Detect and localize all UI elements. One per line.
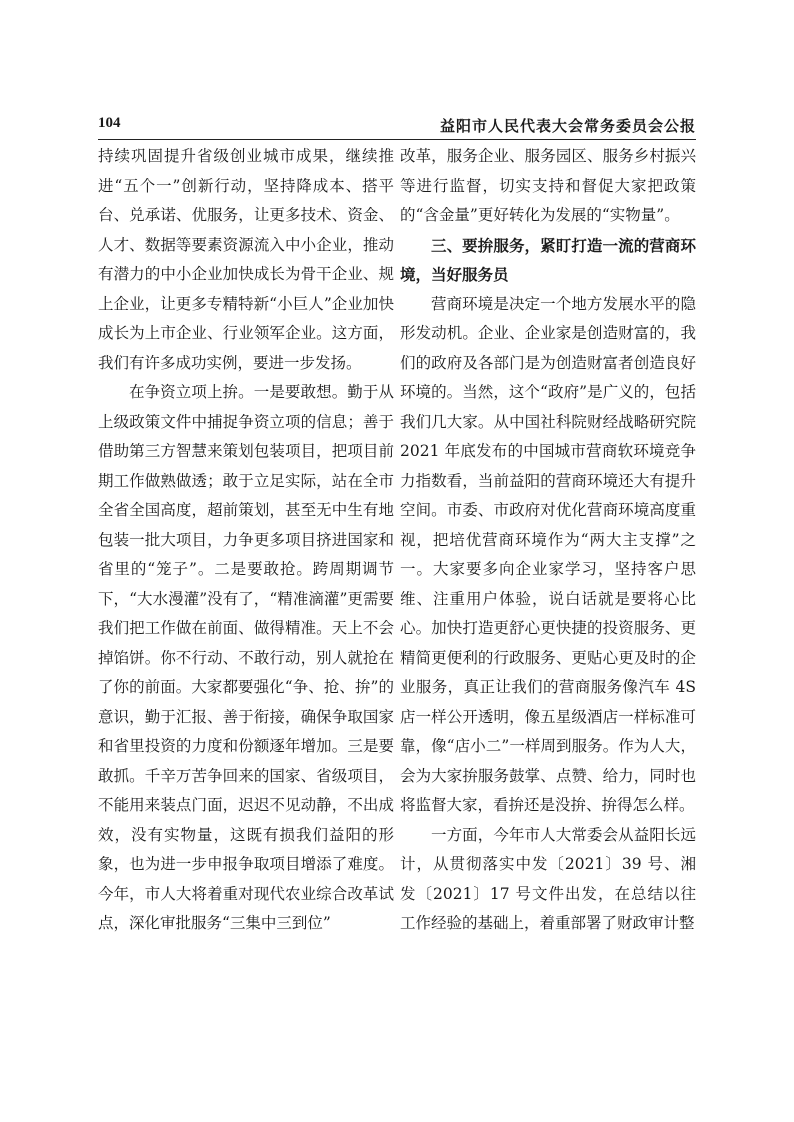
section-heading: 三、要拚服务，紧盯打造一流的营商环境，当好服务员 (400, 235, 696, 284)
paragraph: 在争资立项上拚。一是要敢想。勤于从上级政策文件中捕捉争资立项的信息；善于借助第三方智慧来策划包装项目，把项目前期工作做熟做透；敢于立足实际，站在全市全省全国高度，超前策划，甚至无中生有地包装一批大项目，力争更多项目挤进国家和省里的“笼子”。二是要敢抢。跨周期调节下，“大水漫灌”没有了，“精准滴灌”更需要我们把工作做在前面、做得精准。天上不会掉馅饼。你不行动、不敢行动，别人就抢在了你的前面。大家都要强化“争、抢、拚”的意识，勤于汇报、善于衔接，确保争取国家和省里投资的力度和份额逐年增加。三是要敢抓。千辛万苦争回来的国家、省级项目，不能用来装点门面，迟迟不见动静，不出成效，没有实物量，这既有损我们益阳的形象，也为进一步申报争取项目增添了难度。今年，市人大将着重对现代农业综合改革试点，深化审批服务“三集中三到位” (98, 383, 394, 932)
header-divider (98, 139, 696, 140)
page-number: 104 (98, 115, 121, 131)
paragraph: 营商环境是决定一个地方发展水平的隐形发动机。企业、企业家是创造财富的，我们的政府及各部门是为创造财富者创造良好环境的。当然，这个“政府”是广义的，包括我们几大家。从中国社科院财经战略研究院 2021 年底发布的中国城市营商软环境竞争力指数看，当前益阳的营商环境还大有提升空间。市委、市政府对优化营商环境高度重视，把培优营商环境作为“两大主支撑”之一。大家要多向企业家学习，坚持客户思维、注重用户体验，说白话就是要将心比心。加快打造更舒心更快捷的投资服务、更精简更便利的行政服务、更贴心更及时的企业服务，真正让我们的营商服务像汽车 4S 店一样公开透明，像五星级酒店一样标准可靠，像“店小二”一样周到服务。作为人大，会为大家拚服务鼓掌、点赞、给力，同时也将监督大家，看拚还是没拚、拚得怎么样。 (400, 294, 696, 814)
right-column (400, 142, 696, 939)
journal-title: 益阳市人民代表大会常务委员会公报 (439, 117, 696, 135)
left-column (98, 142, 394, 939)
paragraph: 改革，服务企业、服务园区、服务乡村振兴等进行监督，切实支持和督促大家把政策的“含金量”更好转化为发展的“实物量”。 (400, 147, 696, 224)
paragraph: 一方面，今年市人大常委会从益阳长远计，从贯彻落实中发〔2021〕39 号、湘发〔2021〕17 号文件出发，在总结以往工作经验的基础上，着重部署了财政审计整 (400, 825, 696, 932)
page-header (98, 115, 696, 139)
paragraph: 持续巩固提升省级创业城市成果，继续推进“五个一”创新行动，坚持降成本、搭平台、兑承诺、优服务，让更多技术、资金、人才、数据等要素资源流入中小企业，推动有潜力的中小企业加快成长为骨干企业、规上企业，让更多专精特新“小巨人”企业加快成长为上市企业、行业领军企业。这方面，我们有许多成功实例，要进一步发扬。 (98, 147, 394, 372)
